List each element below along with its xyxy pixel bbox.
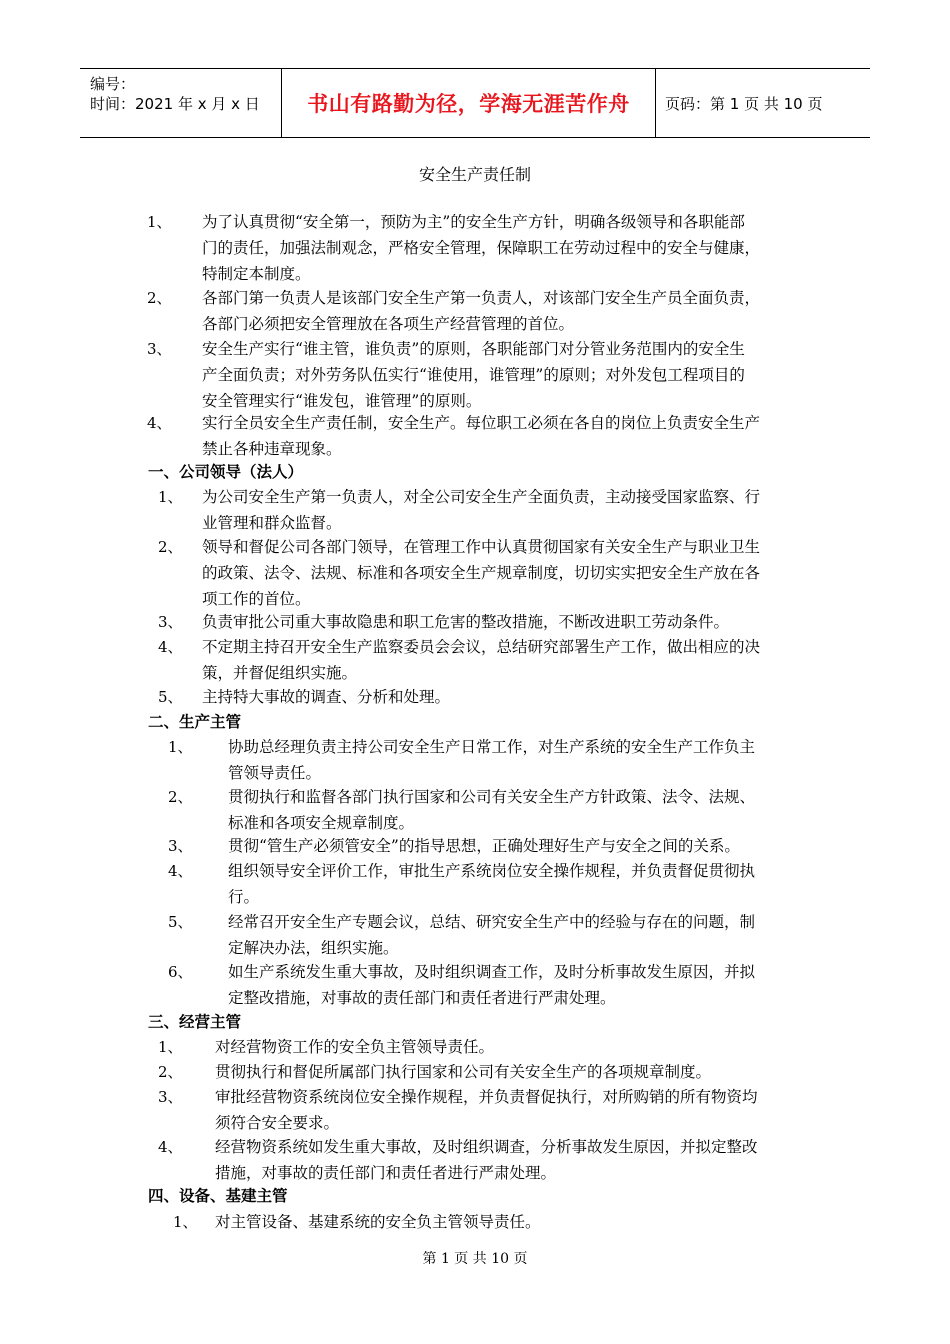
clause-text-line: 的政策、法令、法规、标准和各项安全生产规章制度，切切实实把安全生产放在各 (202, 564, 761, 582)
clause-text-line: 安全生产实行“谁主管，谁负责”的原则，各职能部门对分管业务范围内的安全生 (202, 340, 745, 358)
clause-text-line: 主持特大事故的调查、分析和处理。 (202, 688, 451, 706)
clause-text-line: 经常召开安全生产专题会议，总结、研究安全生产中的经验与存在的问题，制 (228, 913, 756, 931)
clause-number: 2、 (158, 1063, 183, 1081)
section-heading: 一、公司领导（法人） (148, 463, 304, 481)
clause-text-line: 业管理和群众监督。 (202, 514, 342, 532)
clause-text-line: 审批经营物资系统岗位安全操作规程，并负责督促执行，对所购销的所有物资均 (215, 1088, 758, 1106)
clause-text-line: 领导和督促公司各部门领导，在管理工作中认真贯彻国家有关安全生产与职业卫生 (202, 538, 761, 556)
section-heading: 二、生产主管 (148, 713, 242, 731)
section-heading: 四、设备、基建主管 (148, 1187, 288, 1205)
clause-number: 2、 (147, 289, 172, 307)
clause-text-line: 不定期主持召开安全生产监察委员会会议，总结研究部署生产工作，做出相应的决 (202, 638, 761, 656)
clause-text-line: 定整改措施，对事故的责任部门和责任者进行严肃处理。 (228, 989, 616, 1007)
clause-text-line: 产全面负责；对外劳务队伍实行“谁使用，谁管理”的原则；对外发包工程项目的 (202, 366, 745, 384)
header-page-info: 页码：第 1 页 共 10 页 (665, 94, 823, 113)
clause-number: 5、 (168, 913, 193, 931)
header-time: 时间：2021 年 x 月 x 日 (90, 95, 260, 113)
clause-number: 4、 (147, 414, 172, 432)
clause-text-line: 禁止各种违章现象。 (202, 440, 342, 458)
clause-number: 4、 (158, 638, 183, 656)
header-meta (80, 69, 281, 137)
clause-number: 3、 (147, 340, 172, 358)
clause-number: 2、 (158, 538, 183, 556)
clause-text-line: 为了认真贯彻“安全第一，预防为主”的安全生产方针，明确各级领导和各职能部 (202, 213, 745, 231)
header-page-cell (655, 69, 870, 137)
header-motto-cell (281, 69, 656, 137)
clause-text-line: 贯彻执行和督促所属部门执行国家和公司有关安全生产的各项规章制度。 (215, 1063, 712, 1081)
clause-text-line: 标准和各项安全规章制度。 (228, 814, 415, 832)
clause-number: 1、 (158, 488, 183, 506)
clause-text-line: 各部门第一负责人是该部门安全生产第一负责人，对该部门安全生产员全面负责， (202, 289, 761, 307)
clause-text-line: 实行全员安全生产责任制，安全生产。每位职工必须在各自的岗位上负责安全生产 (202, 414, 761, 432)
clause-text-line: 项工作的首位。 (202, 590, 311, 608)
clause-text-line: 策，并督促组织实施。 (202, 664, 358, 682)
clause-number: 2、 (168, 788, 193, 806)
clause-number: 1、 (173, 1213, 198, 1231)
clause-text-line: 特制定本制度。 (202, 265, 311, 283)
clause-text-line: 安全管理实行“谁发包，谁管理”的原则。 (202, 392, 482, 410)
clause-text-line: 行。 (228, 888, 260, 906)
clause-number: 3、 (158, 1088, 183, 1106)
clause-number: 3、 (158, 613, 183, 631)
header-motto: 书山有路勤为径，学海无涯苦作舟 (307, 92, 630, 116)
clause-number: 3、 (168, 837, 193, 855)
clause-number: 5、 (158, 688, 183, 706)
clause-text-line: 对经营物资工作的安全负主管领导责任。 (215, 1038, 495, 1056)
clause-text-line: 措施，对事故的责任部门和责任者进行严肃处理。 (215, 1164, 557, 1182)
clause-text-line: 负责审批公司重大事故隐患和职工危害的整改措施，不断改进职工劳动条件。 (202, 613, 730, 631)
clause-number: 1、 (147, 213, 172, 231)
document-title: 安全生产责任制 (418, 165, 531, 184)
clause-text-line: 对主管设备、基建系统的安全负主管领导责任。 (215, 1213, 541, 1231)
clause-text-line: 如生产系统发生重大事故，及时组织调查工作，及时分析事故发生原因，并拟 (228, 963, 756, 981)
clause-text-line: 门的责任，加强法制观念，严格安全管理，保障职工在劳动过程中的安全与健康， (202, 239, 761, 257)
clause-text-line: 贯彻“管生产必须管安全”的指导思想，正确处理好生产与安全之间的关系。 (228, 837, 740, 855)
header-number: 编号： (90, 75, 136, 93)
page-header (80, 68, 870, 138)
clause-number: 6、 (168, 963, 193, 981)
clause-number: 1、 (158, 1038, 183, 1056)
clause-text-line: 组织领导安全评价工作，审批生产系统岗位安全操作规程，并负责督促贯彻执 (228, 862, 756, 880)
clause-text-line: 协助总经理负责主持公司安全生产日常工作，对生产系统的安全生产工作负主 (228, 738, 756, 756)
clause-number: 4、 (168, 862, 193, 880)
clause-number: 1、 (168, 738, 193, 756)
page-footer: 第 1 页 共 10 页 (422, 1251, 528, 1267)
clause-text-line: 贯彻执行和监督各部门执行国家和公司有关安全生产方针政策、法令、法规、 (228, 788, 756, 806)
section-heading: 三、经营主管 (148, 1013, 242, 1031)
clause-text-line: 经营物资系统如发生重大事故，及时组织调查，分析事故发生原因，并拟定整改 (215, 1138, 758, 1156)
clause-text-line: 须符合安全要求。 (215, 1114, 340, 1132)
clause-text-line: 为公司安全生产第一负责人，对全公司安全生产全面负责，主动接受国家监察、行 (202, 488, 761, 506)
clause-text-line: 定解决办法，组织实施。 (228, 939, 399, 957)
clause-number: 4、 (158, 1138, 183, 1156)
clause-text-line: 管领导责任。 (228, 764, 322, 782)
clause-text-line: 各部门必须把安全管理放在各项生产经营管理的首位。 (202, 315, 575, 333)
